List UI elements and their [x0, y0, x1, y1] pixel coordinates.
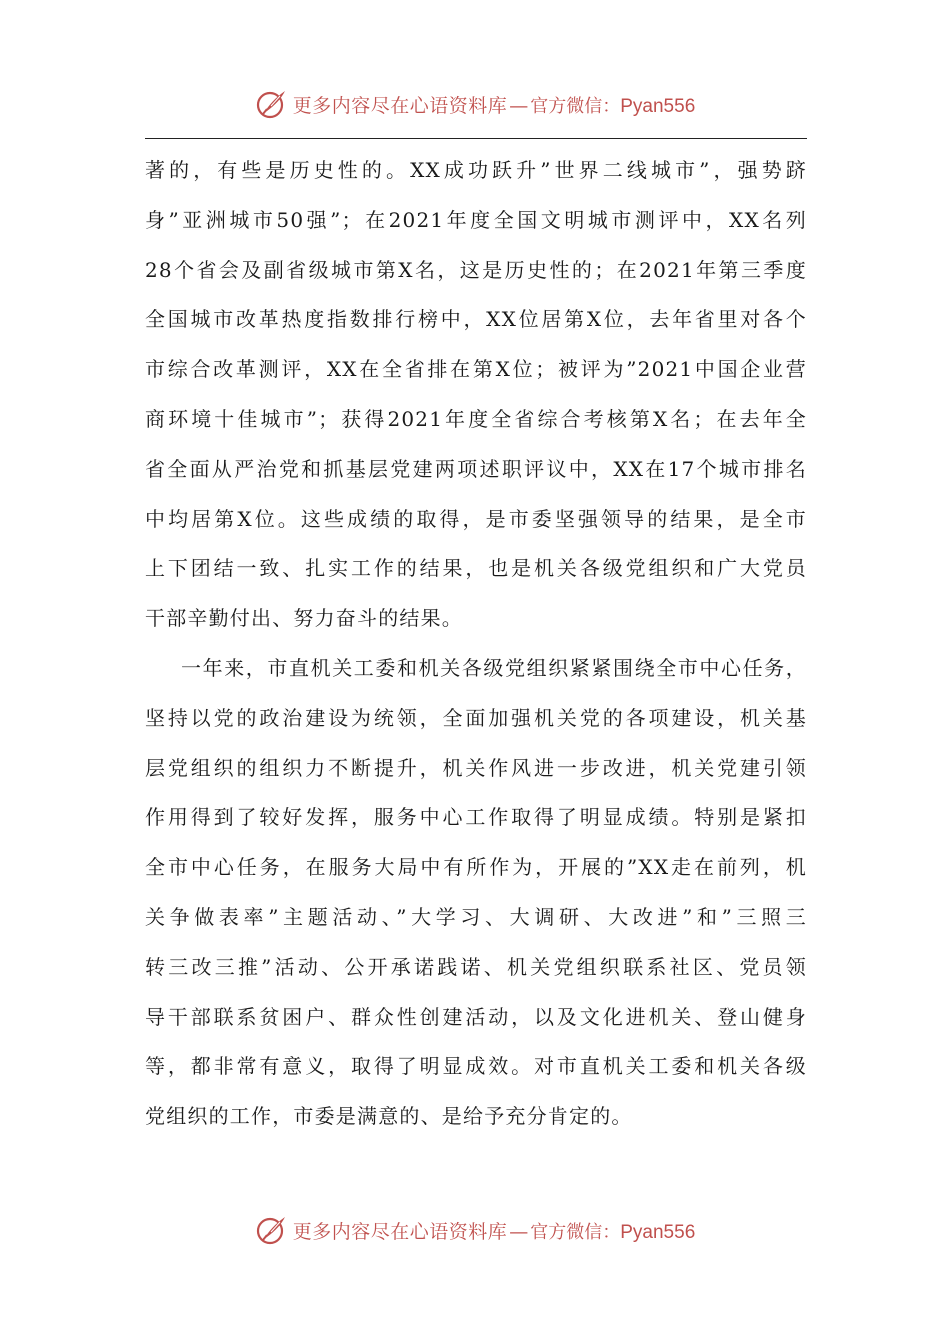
header-wechat-id: Pyan556 [620, 95, 696, 117]
header-wechat-label: 官方微信： [530, 95, 621, 117]
text-line: 身”亚洲城市50强”；在2021年度全国文明城市测评中，XX名列 [145, 207, 807, 232]
text-line: 省全面从严治党和抓基层党建两项述职评议中，XX在17个城市排名 [145, 456, 807, 481]
text-line: 全国城市改革热度指数排行榜中，XX位居第X位，去年省里对各个 [145, 307, 807, 332]
text-line: 作用得到了较好发挥，服务中心工作取得了明显成绩。特别是紧扣 [145, 805, 807, 830]
footer-site-text: 更多内容尽在心语资料库 [292, 1220, 508, 1243]
paragraph-1 [145, 146, 807, 644]
text-line: 导干部联系贫困户、群众性创建活动，以及文化进机关、登山健身 [145, 1004, 807, 1029]
header-dash: — [509, 94, 529, 117]
footer-dash: — [509, 1220, 529, 1243]
footer-wechat-id: Pyan556 [620, 1221, 696, 1243]
text-line: 商环境十佳城市”；获得2021年度全省综合考核第X名；在去年全 [145, 406, 807, 431]
text-line: 党组织的工作，市委是满意的、是给予充分肯定的。 [145, 1104, 633, 1129]
header-divider [145, 138, 807, 139]
text-line: 干部辛勤付出、努力奋斗的结果。 [145, 606, 463, 631]
text-line: 市综合改革测评，XX在全省排在第X位；被评为”2021中国企业营 [145, 357, 807, 382]
header-banner [0, 82, 950, 126]
text-line: 28个省会及副省级城市第X名，这是历史性的；在2021年第三季度 [145, 257, 807, 282]
document-body [145, 146, 807, 1142]
quill-pen-logo-icon [255, 1213, 289, 1247]
text-line: 中均居第X位。这些成绩的取得，是市委坚强领导的结果，是全市 [145, 506, 807, 531]
text-line: 一年来，市直机关工委和机关各级党组织紧紧围绕全市中心任务， [181, 655, 807, 680]
footer-text [293, 1217, 696, 1244]
footer-banner [0, 1208, 950, 1252]
text-line: 著的，有些是历史性的。XX成功跃升”世界二线城市”，强势跻 [145, 158, 807, 182]
text-line: 关争做表率”主题活动、”大学习、大调研、大改进”和”三照三 [145, 904, 807, 929]
text-line: 上下团结一致、扎实工作的结果，也是机关各级党组织和广大党员 [145, 556, 807, 581]
text-line: 全市中心任务，在服务大局中有所作为，开展的”XX走在前列，机 [145, 855, 807, 880]
quill-pen-logo-icon [255, 87, 289, 121]
text-line: 层党组织的组织力不断提升，机关作风进一步改进，机关党建引领 [145, 755, 807, 780]
header-text [293, 91, 696, 118]
text-line: 转三改三推”活动、公开承诺践诺、机关党组织联系社区、党员领 [145, 954, 807, 979]
text-line: 等，都非常有意义，取得了明显成效。对市直机关工委和机关各级 [145, 1054, 807, 1079]
footer-wechat-label: 官方微信： [530, 1221, 621, 1243]
paragraph-2 [145, 644, 807, 1142]
text-line: 坚持以党的政治建设为统领，全面加强机关党的各项建设，机关基 [145, 705, 807, 730]
header-site-text: 更多内容尽在心语资料库 [292, 94, 508, 117]
